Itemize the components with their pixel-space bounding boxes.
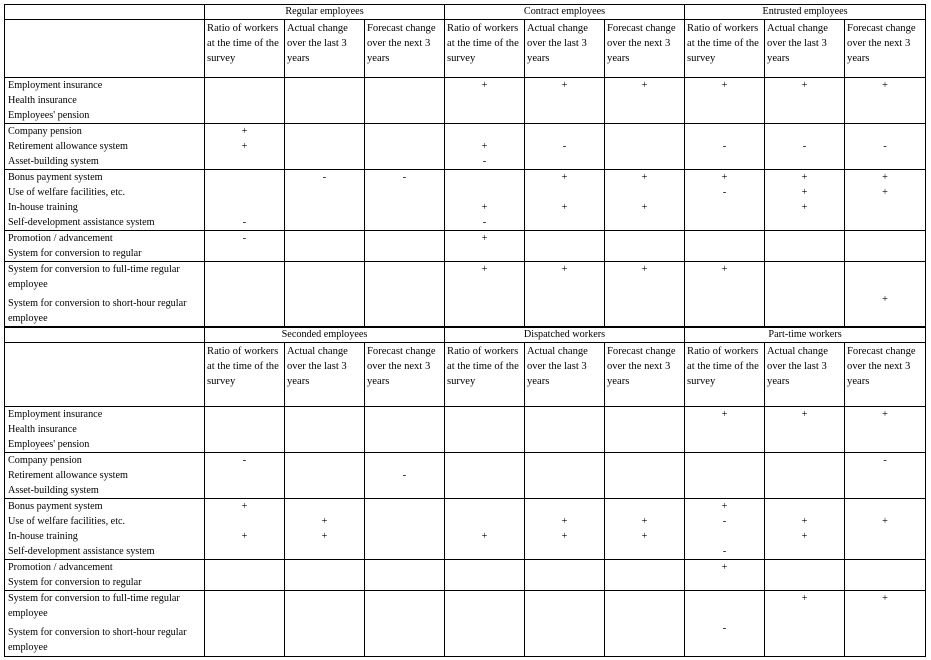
value-cell — [605, 560, 685, 591]
column-header: Ratio of workers at the time of the survey — [205, 343, 285, 407]
value-cell — [765, 231, 845, 262]
row-label: Employees' pension — [8, 439, 90, 450]
value-cell — [765, 499, 845, 560]
row-label: In-house training — [8, 531, 78, 542]
row-label: System for conversion to short-hour regular employee — [8, 298, 187, 324]
value-cell — [445, 591, 525, 657]
value-cell — [445, 407, 525, 453]
minus-mark: - — [722, 623, 727, 634]
value-cell — [445, 78, 525, 124]
value-cell — [365, 560, 445, 591]
value-cell — [365, 231, 445, 262]
table-row — [5, 231, 926, 262]
column-header: Actual change over the last 3 years — [285, 343, 365, 407]
plus-mark: + — [801, 202, 808, 213]
row-label: Self-development assistance system — [8, 217, 155, 228]
plus-mark: + — [801, 409, 808, 420]
plus-mark: + — [561, 516, 568, 527]
column-header: Forecast change over the next 3 years — [605, 343, 685, 407]
plus-mark: + — [241, 501, 248, 512]
plus-mark: + — [721, 172, 728, 183]
value-cell — [205, 78, 285, 124]
value-cell — [445, 170, 525, 231]
value-cell — [205, 170, 285, 231]
column-header: Actual change over the last 3 years — [285, 20, 365, 78]
value-cell — [605, 453, 685, 499]
value-cell — [765, 124, 845, 170]
row-label-cell — [5, 78, 205, 124]
row-label: Asset-building system — [8, 156, 99, 167]
plus-mark: + — [801, 593, 808, 604]
column-header: Actual change over the last 3 years — [765, 20, 845, 78]
plus-mark: + — [721, 501, 728, 512]
table-row — [5, 591, 926, 657]
value-cell — [285, 231, 365, 262]
value-cell — [525, 170, 605, 231]
value-cell — [685, 170, 765, 231]
value-cell — [525, 407, 605, 453]
row-label-cell — [5, 499, 205, 560]
plus-mark: + — [561, 172, 568, 183]
minus-mark: - — [722, 187, 727, 198]
corner-cell — [5, 328, 205, 343]
plus-mark: + — [561, 531, 568, 542]
value-cell — [525, 124, 605, 170]
minus-mark: - — [482, 217, 487, 228]
plus-mark: + — [801, 172, 808, 183]
value-cell — [605, 170, 685, 231]
row-label: In-house training — [8, 202, 78, 213]
plus-mark: + — [801, 80, 808, 91]
value-cell — [765, 591, 845, 657]
value-cell — [445, 453, 525, 499]
column-header: Actual change over the last 3 years — [765, 343, 845, 407]
value-cell — [445, 262, 525, 327]
row-label-cell — [5, 262, 205, 327]
value-cell — [845, 124, 926, 170]
value-cell — [605, 124, 685, 170]
value-cell — [205, 262, 285, 327]
table-row — [5, 407, 926, 453]
row-label: Self-development assistance system — [8, 546, 155, 557]
plus-mark: + — [882, 80, 888, 91]
group-header-row — [5, 328, 926, 343]
minus-mark: - — [482, 156, 487, 167]
value-cell — [845, 262, 926, 327]
value-cell — [445, 231, 525, 262]
column-header: Actual change over the last 3 years — [525, 20, 605, 78]
value-cell — [285, 78, 365, 124]
value-cell — [845, 78, 926, 124]
plus-mark: + — [721, 562, 728, 573]
value-cell — [845, 407, 926, 453]
value-cell — [525, 560, 605, 591]
column-header: Ratio of workers at the time of the survey — [445, 20, 525, 78]
value-cell — [605, 262, 685, 327]
plus-mark: + — [321, 516, 328, 527]
value-cell — [365, 591, 445, 657]
value-cell — [285, 124, 365, 170]
plus-mark: + — [641, 202, 648, 213]
plus-mark: + — [882, 593, 888, 604]
minus-mark: - — [722, 141, 727, 152]
value-cell — [765, 560, 845, 591]
plus-mark: + — [641, 531, 648, 542]
value-cell — [685, 231, 765, 262]
value-cell — [285, 453, 365, 499]
value-cell — [525, 591, 605, 657]
group-header: Dispatched workers — [445, 328, 685, 343]
value-cell — [605, 407, 685, 453]
table-row — [5, 499, 926, 560]
column-header: Forecast change over the next 3 years — [365, 20, 445, 78]
value-cell — [445, 124, 525, 170]
value-cell — [525, 231, 605, 262]
minus-mark: - — [402, 470, 407, 481]
table-row — [5, 453, 926, 499]
welfare-systems-table-part-1 — [4, 4, 926, 327]
column-header: Forecast change over the next 3 years — [845, 20, 926, 78]
column-header-row — [5, 343, 926, 407]
value-cell — [845, 170, 926, 231]
row-label: System for conversion to regular — [8, 577, 142, 588]
row-label: Use of welfare facilities, etc. — [8, 187, 126, 198]
column-header: Actual change over the last 3 years — [525, 343, 605, 407]
row-label: System for conversion to short-hour regular employee — [8, 627, 187, 653]
group-header: Part-time workers — [685, 328, 926, 343]
value-cell — [285, 170, 365, 231]
value-cell — [445, 560, 525, 591]
column-header: Ratio of workers at the time of the survey — [685, 343, 765, 407]
plus-mark: + — [561, 202, 568, 213]
value-cell — [605, 591, 685, 657]
value-cell — [205, 499, 285, 560]
value-cell — [205, 591, 285, 657]
value-cell — [285, 262, 365, 327]
minus-mark: - — [562, 141, 567, 152]
row-label: System for conversion to regular — [8, 248, 142, 259]
value-cell — [845, 560, 926, 591]
minus-mark: - — [242, 455, 247, 466]
value-cell — [845, 499, 926, 560]
value-cell — [365, 170, 445, 231]
minus-mark: - — [402, 172, 407, 183]
value-cell — [685, 262, 765, 327]
plus-mark: + — [882, 172, 888, 183]
row-label-cell — [5, 560, 205, 591]
value-cell — [525, 499, 605, 560]
minus-mark: - — [802, 141, 807, 152]
group-header: Seconded employees — [205, 328, 445, 343]
value-cell — [685, 560, 765, 591]
row-label-cell — [5, 591, 205, 657]
row-label: Use of welfare facilities, etc. — [8, 516, 126, 527]
corner-cell — [5, 343, 205, 407]
plus-mark: + — [481, 233, 488, 244]
value-cell — [685, 453, 765, 499]
value-cell — [765, 453, 845, 499]
value-cell — [285, 407, 365, 453]
value-cell — [685, 499, 765, 560]
value-cell — [285, 591, 365, 657]
plus-mark: + — [882, 516, 888, 527]
minus-mark: - — [883, 141, 887, 152]
value-cell — [365, 407, 445, 453]
value-cell — [205, 453, 285, 499]
minus-mark: - — [722, 546, 727, 557]
value-cell — [445, 499, 525, 560]
value-cell — [845, 591, 926, 657]
minus-mark: - — [883, 455, 887, 466]
plus-mark: + — [801, 187, 808, 198]
row-label: Health insurance — [8, 424, 77, 435]
row-label: Company pension — [8, 126, 82, 137]
value-cell — [685, 124, 765, 170]
value-cell — [205, 124, 285, 170]
value-cell — [845, 231, 926, 262]
plus-mark: + — [561, 264, 568, 275]
plus-mark: + — [641, 516, 648, 527]
row-label: Promotion / advancement — [8, 562, 113, 573]
row-label-cell — [5, 407, 205, 453]
plus-mark: + — [882, 187, 888, 198]
welfare-systems-table-part-2 — [4, 327, 926, 657]
plus-mark: + — [561, 80, 568, 91]
column-header: Ratio of workers at the time of the survey — [685, 20, 765, 78]
plus-mark: + — [481, 202, 488, 213]
plus-mark: + — [882, 409, 888, 420]
plus-mark: + — [241, 126, 248, 137]
plus-mark: + — [241, 531, 248, 542]
row-label-cell — [5, 124, 205, 170]
value-cell — [605, 78, 685, 124]
value-cell — [205, 560, 285, 591]
plus-mark: + — [641, 172, 648, 183]
row-label: Bonus payment system — [8, 501, 103, 512]
row-label: System for conversion to full-time regular employee — [8, 264, 180, 290]
column-header: Forecast change over the next 3 years — [845, 343, 926, 407]
value-cell — [765, 78, 845, 124]
value-cell — [525, 78, 605, 124]
plus-mark: + — [641, 80, 648, 91]
value-cell — [365, 262, 445, 327]
value-cell — [365, 499, 445, 560]
plus-mark: + — [641, 264, 648, 275]
column-header: Forecast change over the next 3 years — [605, 20, 685, 78]
minus-mark: - — [242, 217, 247, 228]
plus-mark: + — [321, 531, 328, 542]
plus-mark: + — [481, 531, 488, 542]
value-cell — [525, 453, 605, 499]
row-label: Asset-building system — [8, 485, 99, 496]
row-label-cell — [5, 170, 205, 231]
minus-mark: - — [722, 516, 727, 527]
corner-cell — [5, 20, 205, 78]
row-label: Retirement allowance system — [8, 470, 128, 481]
row-label: Health insurance — [8, 95, 77, 106]
value-cell — [365, 124, 445, 170]
row-label: System for conversion to full-time regular employee — [8, 593, 180, 619]
plus-mark: + — [721, 409, 728, 420]
plus-mark: + — [801, 531, 808, 542]
row-label: Employment insurance — [8, 409, 103, 420]
value-cell — [765, 170, 845, 231]
minus-mark: - — [242, 233, 247, 244]
row-label-cell — [5, 231, 205, 262]
value-cell — [685, 78, 765, 124]
table-row — [5, 262, 926, 327]
plus-mark: + — [481, 141, 488, 152]
minus-mark: - — [322, 172, 327, 183]
table-row — [5, 124, 926, 170]
table-row — [5, 560, 926, 591]
plus-mark: + — [481, 264, 488, 275]
value-cell — [605, 231, 685, 262]
plus-mark: + — [882, 294, 888, 305]
table-row — [5, 78, 926, 124]
plus-mark: + — [481, 80, 488, 91]
value-cell — [205, 407, 285, 453]
plus-mark: + — [721, 264, 728, 275]
row-label-cell — [5, 453, 205, 499]
corner-cell — [5, 5, 205, 20]
value-cell — [685, 591, 765, 657]
table-row — [5, 170, 926, 231]
plus-mark: + — [241, 141, 248, 152]
row-label: Bonus payment system — [8, 172, 103, 183]
row-label: Retirement allowance system — [8, 141, 128, 152]
group-header-row — [5, 5, 926, 20]
plus-mark: + — [721, 80, 728, 91]
value-cell — [365, 453, 445, 499]
group-header: Entrusted employees — [685, 5, 926, 20]
value-cell — [285, 560, 365, 591]
value-cell — [765, 407, 845, 453]
value-cell — [365, 78, 445, 124]
value-cell — [845, 453, 926, 499]
column-header: Forecast change over the next 3 years — [365, 343, 445, 407]
row-label: Promotion / advancement — [8, 233, 113, 244]
column-header-row — [5, 20, 926, 78]
value-cell — [285, 499, 365, 560]
value-cell — [205, 231, 285, 262]
row-label: Company pension — [8, 455, 82, 466]
value-cell — [525, 262, 605, 327]
value-cell — [605, 499, 685, 560]
group-header: Contract employees — [445, 5, 685, 20]
row-label: Employees' pension — [8, 110, 90, 121]
column-header: Ratio of workers at the time of the survey — [445, 343, 525, 407]
value-cell — [685, 407, 765, 453]
column-header: Ratio of workers at the time of the survey — [205, 20, 285, 78]
group-header: Regular employees — [205, 5, 445, 20]
row-label: Employment insurance — [8, 80, 103, 91]
plus-mark: + — [801, 516, 808, 527]
value-cell — [765, 262, 845, 327]
